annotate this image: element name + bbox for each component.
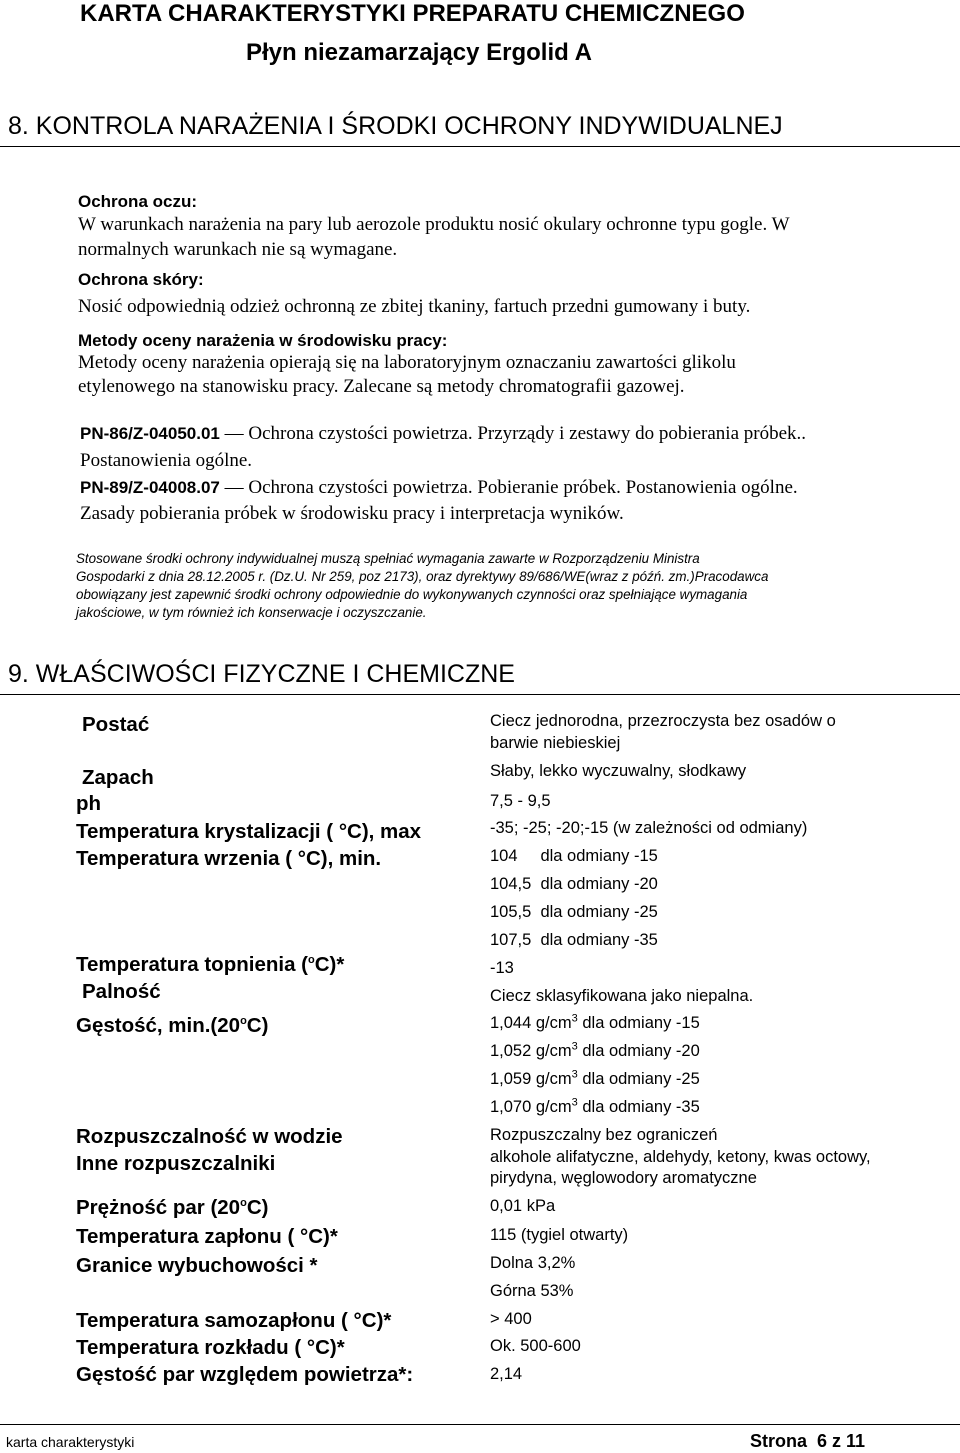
ph-label: ph	[76, 792, 102, 815]
topnienie-label-b: C)*	[314, 953, 345, 976]
wrzenie-value-25: 105,5 dla odmiany -25	[490, 903, 658, 921]
eye-protection-label: Ochrona oczu:	[78, 192, 198, 211]
footer-page-number: Strona 6 z 11	[750, 1431, 866, 1451]
gestosc-value-20-b: dla odmiany -20	[577, 1042, 700, 1060]
rozpuszczalnosc-label: Rozpuszczalność w wodzie	[76, 1125, 343, 1148]
wrzenie-label: Temperatura wrzenia ( °C), min.	[76, 847, 382, 870]
eye-protection-text-2: normalnych warunkach nie są wymagane.	[78, 239, 398, 260]
section-9-heading: 9. WŁAŚCIWOŚCI FIZYCZNE I CHEMICZNE	[8, 660, 515, 688]
footer-document-name: karta charakterystyki	[6, 1434, 135, 1450]
skin-protection-text: Nosić odpowiednią odzież ochronną ze zbitej tkaniny, fartuch przedni gumowany i buty.	[78, 296, 751, 317]
document-subtitle: Płyn niezamarzający Ergolid A	[246, 39, 592, 66]
palnosc-value: Ciecz sklasyfikowana jako niepalna.	[490, 987, 754, 1005]
section-9-rule	[0, 694, 960, 695]
preznosc-label-sup: o	[240, 1197, 247, 1210]
rozklad-label: Temperatura rozkładu ( °C)*	[76, 1336, 345, 1359]
gestosc-label	[76, 1014, 268, 1038]
methods-label: Metody oceny narażenia w środowisku pracy:	[78, 331, 448, 350]
gestosc-value-15-sup: 3	[571, 1012, 578, 1025]
postac-label: Postać	[82, 713, 150, 736]
regulation-note-1: Stosowane środki ochrony indywidualnej muszą spełniać wymagania zawarte w Rozporządzeniu Ministra	[76, 551, 700, 566]
gestosc-value-25-sup: 3	[571, 1068, 578, 1081]
gestosc-value-20-sup: 3	[571, 1040, 578, 1053]
gestosc-par-value: 2,14	[490, 1365, 523, 1383]
wrzenie-value-35: 107,5 dla odmiany -35	[490, 931, 658, 949]
methods-text-1: Metody oceny narażenia opierają się na laboratoryjnym oznaczaniu zawartości glikolu	[78, 352, 736, 373]
inne-rozpuszczalniki-value-2: pirydyna, węglowodory aromatyczne	[490, 1169, 757, 1187]
zaplon-value: 115 (tygiel otwarty)	[490, 1226, 629, 1244]
standard-2-text: — Ochrona czystości powietrza. Pobieranie próbek. Postanowienia ogólne.	[219, 477, 798, 498]
gestosc-value-15-b: dla odmiany -15	[577, 1014, 700, 1032]
granice-wybuchowosci-dolna: Dolna 3,2%	[490, 1254, 576, 1272]
rozpuszczalnosc-value: Rozpuszczalny bez ograniczeń	[490, 1126, 718, 1144]
regulation-note-2: Gospodarki z dnia 28.12.2005 r. (Dz.U. Nr 259, poz 2173), oraz dyrektywy 89/686/WE(wraz z późń. zm.)Pracodawca	[76, 569, 769, 584]
regulation-note-3: obowiązany jest zapewnić środki ochrony odpowiednie do wykonywanych czynności oraz spełniające wymagania	[76, 587, 748, 602]
gestosc-value-35	[490, 1098, 700, 1117]
gestosc-value-20	[490, 1042, 700, 1061]
gestosc-value-25-b: dla odmiany -25	[577, 1070, 700, 1088]
granice-wybuchowosci-gorna: Górna 53%	[490, 1282, 574, 1300]
postac-value-2: barwie niebieskiej	[490, 734, 621, 752]
granice-wybuchowosci-label: Granice wybuchowości *	[76, 1254, 318, 1277]
krystalizacja-value: -35; -25; -20;-15 (w zależności od odmiany)	[490, 819, 808, 837]
gestosc-par-label: Gęstość par względem powietrza*:	[76, 1363, 414, 1386]
zapach-label: Zapach	[82, 766, 154, 789]
standard-1-code: PN-86/Z-04050.01	[80, 424, 220, 443]
inne-rozpuszczalniki-value-1: alkohole alifatyczne, aldehydy, ketony, kwas octowy,	[490, 1148, 871, 1166]
gestosc-value-35-sup: 3	[571, 1096, 578, 1109]
topnienie-value: -13	[490, 959, 514, 977]
wrzenie-value-15: 104 dla odmiany -15	[490, 847, 658, 865]
regulation-note-4: jakościowe, w tym również ich konserwacje i oczyszczanie.	[76, 605, 427, 620]
preznosc-par-label	[76, 1196, 268, 1220]
gestosc-label-b: C)	[246, 1014, 269, 1037]
topnienie-label-sup: o	[308, 954, 315, 967]
gestosc-value-20-a: 1,052 g/cm	[490, 1042, 572, 1060]
standard-2-code: PN-89/Z-04008.07	[80, 478, 220, 497]
methods-text-2: etylenowego na stanowisku pracy. Zalecane są metody chromatografii gazowej.	[78, 376, 685, 397]
zaplon-label: Temperatura zapłonu ( °C)*	[76, 1225, 338, 1248]
preznosc-par-value: 0,01 kPa	[490, 1197, 556, 1215]
gestosc-label-a: Gęstość, min.(20	[76, 1014, 241, 1037]
wrzenie-value-20: 104,5 dla odmiany -20	[490, 875, 658, 893]
skin-protection-label: Ochrona skóry:	[78, 270, 204, 289]
standard-2	[80, 477, 798, 499]
standard-2-text-2: Zasady pobierania próbek w środowisku pracy i interpretacja wyników.	[80, 503, 624, 524]
topnienie-label-a: Temperatura topnienia (	[76, 953, 308, 976]
gestosc-value-15-a: 1,044 g/cm	[490, 1014, 572, 1032]
palnosc-label: Palność	[82, 980, 161, 1003]
section-8-rule	[0, 146, 960, 147]
standard-1-text-2: Postanowienia ogólne.	[80, 450, 253, 471]
rozklad-value: Ok. 500-600	[490, 1337, 581, 1355]
topnienie-label	[76, 953, 344, 977]
preznosc-label-a: Prężność par (20	[76, 1196, 241, 1219]
inne-rozpuszczalniki-label: Inne rozpuszczalniki	[76, 1152, 276, 1175]
gestosc-label-sup: o	[240, 1015, 247, 1028]
gestosc-value-25	[490, 1070, 700, 1089]
samozaplon-value: > 400	[490, 1310, 532, 1328]
krystalizacja-label: Temperatura krystalizacji ( °C), max	[76, 820, 422, 843]
footer-rule	[0, 1424, 960, 1425]
gestosc-value-35-b: dla odmiany -35	[577, 1098, 700, 1116]
standard-1	[80, 423, 806, 445]
gestosc-value-15	[490, 1014, 700, 1033]
gestosc-value-35-a: 1,070 g/cm	[490, 1098, 572, 1116]
document-title: KARTA CHARAKTERYSTYKI PREPARATU CHEMICZNEGO	[80, 0, 745, 27]
eye-protection-text-1: W warunkach narażenia na pary lub aerozole produktu nosić okulary ochronne typu gogle. W	[78, 214, 790, 235]
gestosc-value-25-a: 1,059 g/cm	[490, 1070, 572, 1088]
samozaplon-label: Temperatura samozapłonu ( °C)*	[76, 1309, 392, 1332]
preznosc-label-b: C)	[246, 1196, 269, 1219]
postac-value-1: Ciecz jednorodna, przezroczysta bez osadów o	[490, 712, 836, 730]
section-8-heading: 8. KONTROLA NARAŻENIA I ŚRODKI OCHRONY INDYWIDUALNEJ	[8, 112, 783, 140]
ph-value: 7,5 - 9,5	[490, 792, 551, 810]
zapach-value: Słaby, lekko wyczuwalny, słodkawy	[490, 762, 747, 780]
standard-1-text: — Ochrona czystości powietrza. Przyrządy i zestawy do pobierania próbek..	[219, 423, 807, 444]
